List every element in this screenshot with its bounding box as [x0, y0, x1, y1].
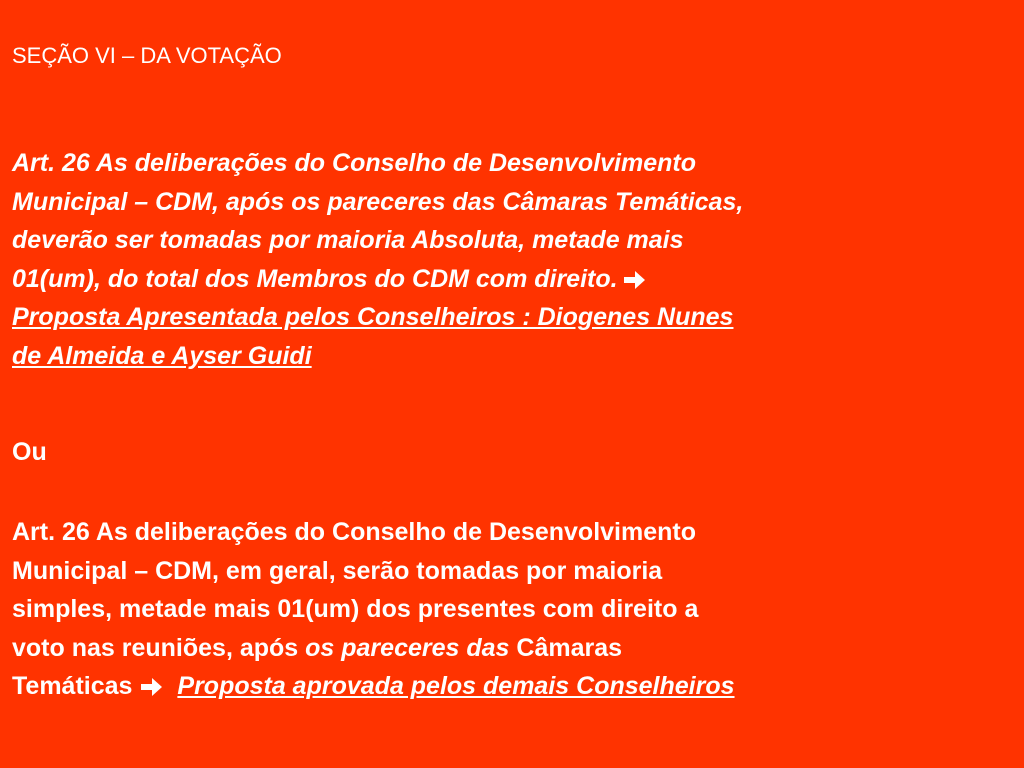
proposal-2-line-4-italic: os pareceres das	[305, 633, 510, 662]
proposal-1-attribution-line: Proposta Apresentada pelos Conselheiros : Diogenes Nunes	[12, 303, 734, 331]
proposal-1-paragraph	[12, 144, 1016, 375]
proposal-1-line: deverão ser tomadas por maioria Absoluta, metade mais	[12, 226, 684, 254]
proposal-1-line: Municipal – CDM, após os pareceres das Câmaras Temáticas,	[12, 187, 744, 216]
right-arrow-icon	[624, 270, 646, 290]
proposal-1-line: Art. 26 As deliberações do Conselho de Desenvolvimento	[12, 149, 696, 177]
proposal-2-line: Art. 26 As deliberações do Conselho de Desenvolvimento	[12, 518, 696, 546]
right-arrow-icon	[141, 677, 163, 697]
proposal-2-line-4	[12, 629, 1016, 668]
proposal-2-paragraph	[12, 513, 1016, 706]
proposal-2-attribution: Proposta aprovada pelos demais Conselheiros	[177, 672, 735, 700]
proposal-2-line-5-start: Temáticas	[12, 672, 140, 700]
proposal-1-line-with-arrow	[12, 260, 1016, 299]
proposal-1-attribution-line-wrap	[12, 337, 1016, 376]
proposal-2-line: Municipal – CDM, em geral, serão tomadas por maioria	[12, 556, 663, 585]
proposal-2-line-4-end: Câmaras	[509, 633, 623, 662]
section-heading: SEÇÃO VI – DA VOTAÇÃO	[12, 43, 282, 68]
proposal-1-attribution-line: de Almeida e Ayser Guidi	[12, 341, 312, 370]
separator-text: Ou	[12, 438, 47, 466]
proposal-2-line-4-start: voto nas reuniões, após	[12, 633, 306, 662]
proposal-2-line-5	[12, 667, 1016, 706]
proposal-1-line: 01(um), do total dos Membros do CDM com direito.	[12, 264, 618, 293]
proposal-2-line: simples, metade mais 01(um) dos presentes com direito a	[12, 595, 699, 623]
